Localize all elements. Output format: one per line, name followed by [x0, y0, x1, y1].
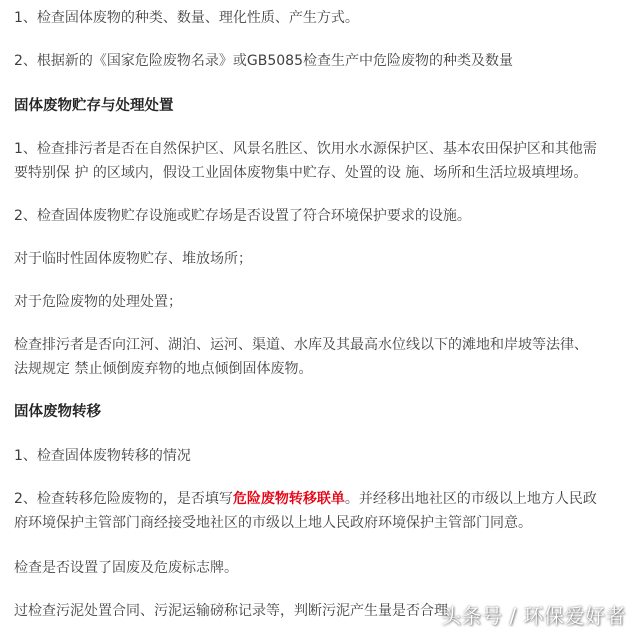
paragraph-sludge: 过检查污泥处置合同、污泥运输磅称记录等，判断污泥产生量是否合理 — [14, 603, 448, 619]
paragraph-transfer-manifest-line2: 府环境保护主管部门商经接受地社区的市级以上地人民政府环境保护主管部门同意。 — [14, 515, 532, 531]
paragraph-temporary-storage: 对于临时性固体废物贮存、堆放场所； — [14, 251, 252, 267]
manifest-highlight: 危险废物转移联单 — [232, 491, 345, 507]
paragraph-protected-areas-line2: 要特别保 护 的区域内，假设工业固体废物集中贮存、处置的设 施、场所和生活垃圾填埋场。 — [14, 165, 588, 181]
paragraph-dumping-line1: 检查排污者是否向江河、湖泊、运河、渠道、水库及其最高水位线以下的滩地和岸坡等法律、 — [14, 337, 588, 353]
manifest-text-before: 2、检查转移危险废物的，是否填写 — [14, 491, 233, 507]
manifest-text-after: 。并经移出地社区的市级以上地方人民政 — [344, 491, 597, 507]
paragraph-storage-facilities: 2、检查固体废物贮存设施或贮存场是否设置了符合环境保护要求的设施。 — [14, 208, 471, 224]
paragraph-protected-areas-line1: 1、检查排污者是否在自然保护区、风景名胜区、饮用水水源保护区、基本农田保护区和其他需 — [14, 141, 597, 157]
watermark: 头条号 / 环保爱好者 — [441, 604, 626, 628]
section-heading-transfer: 固体废物转移 — [14, 404, 101, 420]
paragraph-hazardous-disposal: 对于危险废物的处理处置； — [14, 294, 182, 310]
paragraph-signage: 检查是否设置了固废及危废标志牌。 — [14, 560, 238, 576]
paragraph-item-1: 1、检查固体废物的种类、数量、理化性质、产生方式。 — [14, 10, 359, 26]
section-heading-storage: 固体废物贮存与处理处置 — [14, 98, 174, 114]
paragraph-item-2: 2、根据新的《国家危险废物名录》或GB5085检查生产中危险废物的种类及数量 — [14, 53, 513, 69]
paragraph-transfer-check: 1、检查固体废物转移的情况 — [14, 448, 191, 464]
paragraph-transfer-manifest-line1 — [14, 489, 597, 509]
paragraph-dumping-line2: 法规规定 禁止倾倒废弃物的地点倾倒固体废物。 — [14, 361, 313, 377]
